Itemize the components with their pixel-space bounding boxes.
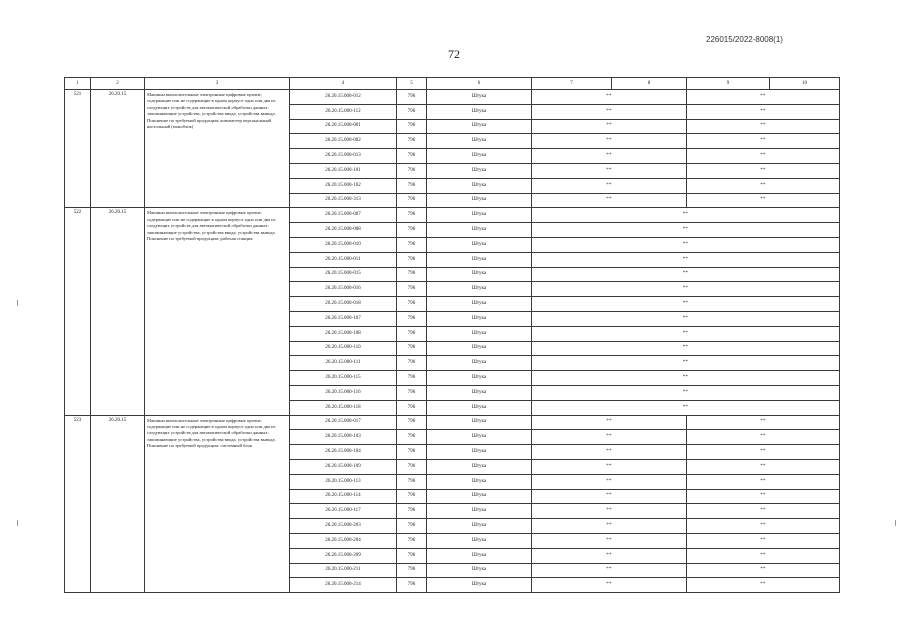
unit-name: Штука	[427, 252, 532, 267]
value-mark: **	[606, 449, 612, 455]
value-cell	[532, 533, 687, 548]
okei-code: 796	[397, 297, 427, 312]
okei-code: 796	[397, 519, 427, 534]
ktru-code: 26.20.15.000-101	[290, 163, 397, 178]
unit-name: Штука	[427, 519, 532, 534]
ktru-code: 26.20.15.000-015	[290, 267, 397, 282]
value-cell	[687, 445, 840, 460]
value-mark: **	[760, 449, 766, 455]
okei-code: 796	[397, 548, 427, 563]
ktru-code: 26.20.15.000-209	[290, 548, 397, 563]
value-mark: **	[606, 552, 612, 558]
ktru-code: 26.20.15.000-204	[290, 533, 397, 548]
value-cell	[687, 415, 840, 430]
value-mark: **	[760, 182, 766, 188]
value-mark: **	[760, 123, 766, 129]
okei-code: 796	[397, 489, 427, 504]
value-mark: **	[760, 419, 766, 425]
value-mark: **	[606, 463, 612, 469]
value-mark: **	[606, 493, 612, 499]
value-mark: **	[606, 93, 612, 99]
value-cell	[532, 178, 687, 193]
value-mark: **	[760, 434, 766, 440]
value-cell	[532, 119, 687, 134]
ktru-code: 26.20.15.000-108	[290, 326, 397, 341]
row-number: 522	[65, 208, 91, 415]
value-cell	[532, 548, 687, 563]
okei-code: 796	[397, 474, 427, 489]
column-header: 1	[65, 78, 91, 90]
value-mark: **	[760, 167, 766, 173]
ktru-code: 26.20.15.000-011	[290, 252, 397, 267]
value-mark: **	[606, 108, 612, 114]
unit-name: Штука	[427, 445, 532, 460]
value-mark: **	[682, 271, 689, 277]
value-cell	[532, 489, 687, 504]
okei-code: 796	[397, 504, 427, 519]
value-mark: **	[760, 508, 766, 514]
value-mark: **	[682, 330, 689, 336]
unit-name: Штука	[427, 149, 532, 164]
unit-name: Штука	[427, 563, 532, 578]
value-mark: **	[682, 212, 689, 218]
unit-name: Штука	[427, 237, 532, 252]
value-cell	[687, 193, 840, 208]
ktru-code: 26.20.15.000-211	[290, 563, 397, 578]
okei-code: 796	[397, 267, 427, 282]
ktru-code: 26.20.15.000-001	[290, 119, 397, 134]
value-mark: **	[760, 93, 766, 99]
value-cell	[687, 90, 840, 105]
value-cell	[532, 430, 687, 445]
value-cell	[532, 267, 840, 282]
ktru-code: 26.20.15.000-313	[290, 193, 397, 208]
unit-name: Штука	[427, 504, 532, 519]
okei-code: 796	[397, 533, 427, 548]
unit-name: Штука	[427, 134, 532, 149]
column-header: 6	[427, 78, 532, 90]
value-mark: **	[682, 345, 689, 351]
value-cell	[687, 533, 840, 548]
value-cell	[532, 326, 840, 341]
value-cell	[532, 104, 687, 119]
value-mark: **	[606, 508, 612, 514]
value-cell	[687, 489, 840, 504]
value-cell	[532, 341, 840, 356]
ktru-code: 26.20.15.000-018	[290, 297, 397, 312]
ktru-code: 26.20.15.000-203	[290, 519, 397, 534]
scan-edge-mark	[17, 520, 18, 526]
value-mark: **	[760, 567, 766, 573]
unit-name: Штука	[427, 282, 532, 297]
value-cell	[532, 371, 840, 386]
unit-name: Штука	[427, 208, 532, 223]
unit-name: Штука	[427, 223, 532, 238]
unit-name: Штука	[427, 415, 532, 430]
ktru-code: 26.20.15.000-104	[290, 445, 397, 460]
ktru-code: 26.20.15.000-109	[290, 459, 397, 474]
okei-code: 796	[397, 193, 427, 208]
value-mark: **	[606, 478, 612, 484]
value-cell	[687, 474, 840, 489]
value-cell	[687, 178, 840, 193]
column-header: 8	[612, 78, 687, 90]
okei-code: 796	[397, 223, 427, 238]
ktru-code: 26.20.15.000-102	[290, 178, 397, 193]
okei-code: 796	[397, 445, 427, 460]
unit-name: Штука	[427, 297, 532, 312]
value-cell	[532, 519, 687, 534]
value-cell	[687, 163, 840, 178]
value-cell	[532, 459, 687, 474]
value-cell	[532, 149, 687, 164]
value-cell	[687, 134, 840, 149]
unit-name: Штука	[427, 430, 532, 445]
okei-code: 796	[397, 415, 427, 430]
ktru-code: 26.20.15.000-114	[290, 489, 397, 504]
unit-name: Штука	[427, 548, 532, 563]
okei-code: 796	[397, 282, 427, 297]
okei-code: 796	[397, 341, 427, 356]
unit-name: Штука	[427, 341, 532, 356]
scan-edge-mark	[895, 520, 896, 526]
table-body	[65, 90, 840, 593]
okei-code: 796	[397, 311, 427, 326]
unit-name: Штука	[427, 400, 532, 415]
column-number-header-row	[65, 78, 840, 90]
value-mark: **	[760, 478, 766, 484]
unit-name: Штука	[427, 459, 532, 474]
value-cell	[687, 578, 840, 593]
value-mark: **	[606, 434, 612, 440]
value-mark: **	[760, 153, 766, 159]
okei-code: 796	[397, 563, 427, 578]
value-cell	[532, 474, 687, 489]
unit-name: Штука	[427, 193, 532, 208]
ktru-code: 26.20.15.000-017	[290, 415, 397, 430]
value-cell	[532, 223, 840, 238]
value-mark: **	[682, 227, 689, 233]
value-mark: **	[682, 315, 689, 321]
product-description: Машины вычислительные электронные цифровые прочие, содержащие или не содержащие в одном корпусе одно или два из следующих устройств для автоматической обработки данных: запоминающие устройства, устройства ввода, устройства вывода. Пояснение по требуемой продукции: системный блок	[145, 415, 290, 593]
unit-name: Штука	[427, 385, 532, 400]
value-mark: **	[682, 389, 689, 395]
unit-name: Штука	[427, 356, 532, 371]
ktru-code: 26.20.15.000-214	[290, 578, 397, 593]
okei-code: 796	[397, 400, 427, 415]
unit-name: Штука	[427, 533, 532, 548]
okei-code: 796	[397, 578, 427, 593]
value-mark: **	[682, 404, 689, 410]
column-header: 7	[532, 78, 612, 90]
ktru-code: 26.20.15.000-117	[290, 504, 397, 519]
value-mark: **	[606, 153, 612, 159]
value-mark: **	[760, 108, 766, 114]
ktru-code: 26.20.15.000-113	[290, 474, 397, 489]
value-mark: **	[682, 301, 689, 307]
value-cell	[532, 134, 687, 149]
ktru-code: 26.20.15.000-103	[290, 430, 397, 445]
value-mark: **	[682, 286, 689, 292]
row-number: 521	[65, 90, 91, 208]
value-mark: **	[682, 360, 689, 366]
value-cell	[532, 297, 840, 312]
value-mark: **	[606, 182, 612, 188]
okei-code: 796	[397, 326, 427, 341]
okei-code: 796	[397, 178, 427, 193]
unit-name: Штука	[427, 489, 532, 504]
value-cell	[532, 193, 687, 208]
unit-name: Штука	[427, 474, 532, 489]
ktru-code: 26.20.15.000-110	[290, 341, 397, 356]
okei-code: 796	[397, 134, 427, 149]
value-cell	[532, 578, 687, 593]
column-header: 10	[770, 78, 840, 90]
page-number: 72	[448, 47, 460, 61]
value-mark: **	[606, 567, 612, 573]
ktru-code: 26.20.15.000-115	[290, 371, 397, 386]
procurement-table	[64, 77, 840, 593]
value-mark: **	[760, 582, 766, 588]
value-cell	[532, 252, 840, 267]
unit-name: Штука	[427, 578, 532, 593]
unit-name: Штука	[427, 326, 532, 341]
value-cell	[532, 385, 840, 400]
unit-name: Штука	[427, 90, 532, 105]
value-cell	[687, 504, 840, 519]
row-number: 523	[65, 415, 91, 593]
unit-name: Штука	[427, 267, 532, 282]
okei-code: 796	[397, 149, 427, 164]
product-description: Машины вычислительные электронные цифровые прочие, содержащие или не содержащие в одном корпусе одно или два из следующих устройств для автоматической обработки данных: запоминающие устройства, устройства ввода, устройства вывода. Пояснение по требуемой продукции: компьютер персональный настольный (моноблок)	[145, 90, 290, 208]
value-cell	[532, 282, 840, 297]
okpd2-code: 26.20.15	[91, 208, 145, 415]
okei-code: 796	[397, 371, 427, 386]
value-mark: **	[760, 552, 766, 558]
okei-code: 796	[397, 208, 427, 223]
value-mark: **	[606, 123, 612, 129]
value-cell	[687, 104, 840, 119]
okei-code: 796	[397, 385, 427, 400]
column-header: 5	[397, 78, 427, 90]
table-row	[65, 415, 840, 430]
value-cell	[532, 311, 840, 326]
okei-code: 796	[397, 90, 427, 105]
column-header: 4	[290, 78, 397, 90]
value-mark: **	[760, 523, 766, 528]
value-cell	[687, 519, 840, 534]
value-cell	[687, 563, 840, 578]
value-mark: **	[760, 537, 766, 543]
ktru-code: 26.20.15.000-008	[290, 223, 397, 238]
column-header: 2	[91, 78, 145, 90]
scan-edge-mark	[17, 300, 18, 306]
value-cell	[532, 445, 687, 460]
value-cell	[532, 356, 840, 371]
value-cell	[687, 119, 840, 134]
value-mark: **	[760, 138, 766, 144]
value-cell	[532, 400, 840, 415]
value-mark: **	[606, 138, 612, 144]
value-mark: **	[606, 537, 612, 543]
document-number: 226015/2022-8008(1)	[706, 35, 783, 44]
value-mark: **	[760, 463, 766, 469]
value-cell	[532, 208, 840, 223]
okei-code: 796	[397, 237, 427, 252]
okei-code: 796	[397, 430, 427, 445]
ktru-code: 26.20.15.000-111	[290, 356, 397, 371]
table-row	[65, 90, 840, 105]
value-mark: **	[606, 523, 612, 528]
unit-name: Штука	[427, 311, 532, 326]
unit-name: Штука	[427, 178, 532, 193]
value-cell	[532, 237, 840, 252]
ktru-code: 26.20.15.000-112	[290, 104, 397, 119]
okei-code: 796	[397, 119, 427, 134]
product-description: Машины вычислительные электронные цифровые прочие, содержащие или не содержащие в одном корпусе одно или два из следующих устройств для автоматической обработки данных: запоминающие устройства, устройства ввода, устройства вывода. Пояснение по требуемой продукции: рабочая станция	[145, 208, 290, 415]
value-cell	[687, 430, 840, 445]
column-header: 3	[145, 78, 290, 90]
value-cell	[532, 90, 687, 105]
okei-code: 796	[397, 163, 427, 178]
unit-name: Штука	[427, 104, 532, 119]
value-mark: **	[606, 197, 612, 203]
ktru-code: 26.20.15.000-116	[290, 385, 397, 400]
unit-name: Штука	[427, 371, 532, 386]
value-cell	[687, 149, 840, 164]
ktru-code: 26.20.15.000-107	[290, 311, 397, 326]
value-mark: **	[760, 493, 766, 499]
value-mark: **	[760, 197, 766, 203]
okei-code: 796	[397, 252, 427, 267]
unit-name: Штука	[427, 163, 532, 178]
value-cell	[532, 163, 687, 178]
ktru-code: 26.20.15.000-002	[290, 134, 397, 149]
value-mark: **	[606, 582, 612, 588]
ktru-code: 26.20.15.000-010	[290, 237, 397, 252]
value-mark: **	[606, 167, 612, 173]
okei-code: 796	[397, 459, 427, 474]
ktru-code: 26.20.15.000-016	[290, 282, 397, 297]
okei-code: 796	[397, 356, 427, 371]
value-mark: **	[682, 375, 689, 381]
value-mark: **	[606, 419, 612, 425]
ktru-code: 26.20.15.000-012	[290, 90, 397, 105]
okpd2-code: 26.20.15	[91, 90, 145, 208]
value-cell	[687, 459, 840, 474]
table-row	[65, 208, 840, 223]
unit-name: Штука	[427, 119, 532, 134]
value-mark: **	[682, 241, 689, 247]
ktru-code: 26.20.15.000-007	[290, 208, 397, 223]
column-header: 9	[687, 78, 770, 90]
ktru-code: 26.20.15.000-118	[290, 400, 397, 415]
value-cell	[532, 563, 687, 578]
value-cell	[687, 548, 840, 563]
okpd2-code: 26.20.15	[91, 415, 145, 593]
okei-code: 796	[397, 104, 427, 119]
value-cell	[532, 504, 687, 519]
value-cell	[532, 415, 687, 430]
ktru-code: 26.20.15.000-013	[290, 149, 397, 164]
value-mark: **	[682, 256, 689, 262]
